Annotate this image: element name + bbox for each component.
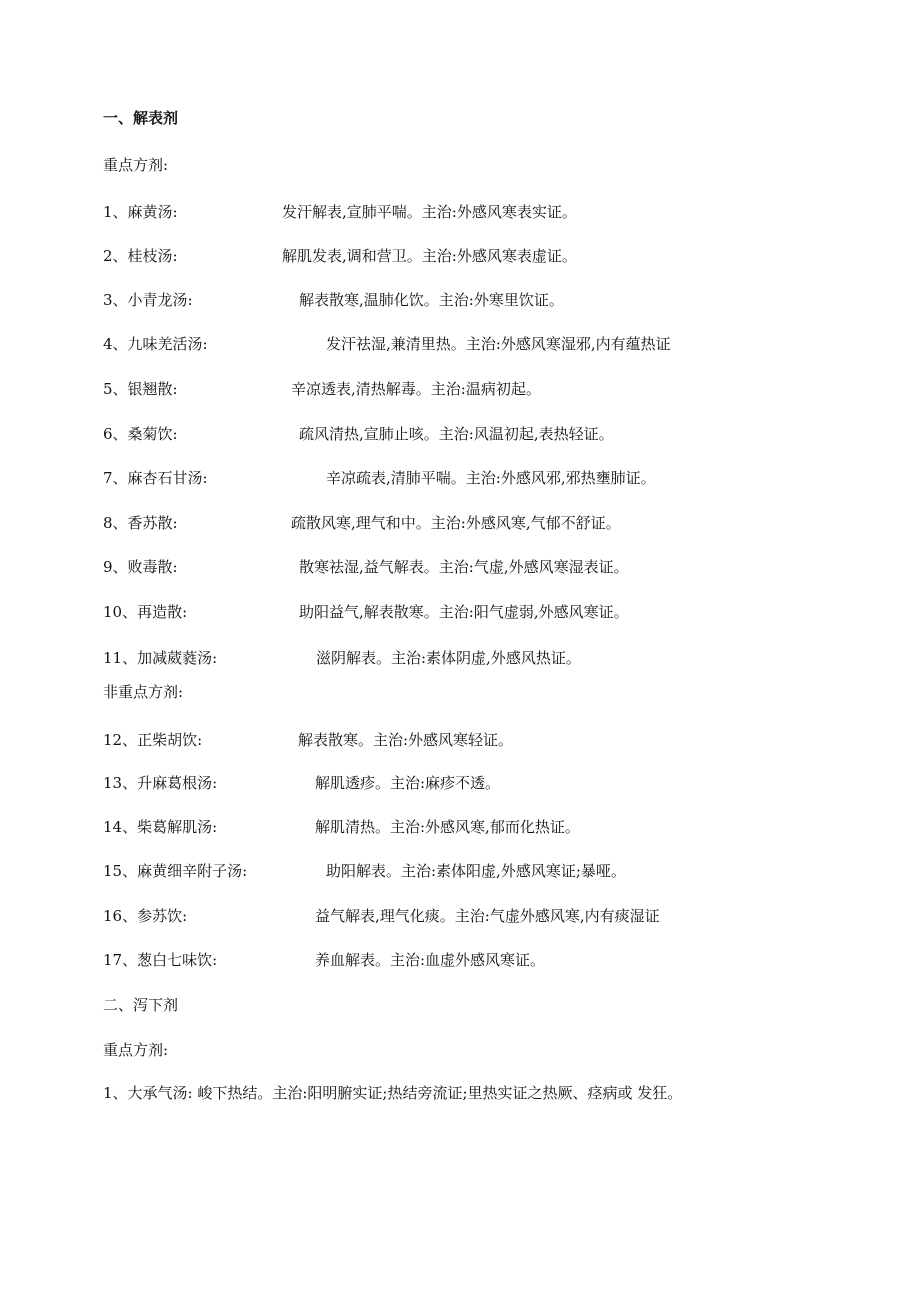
formula-description: 解肌清热。主治:外感风寒,郁而化热证。 xyxy=(315,818,580,836)
formula-description: 疏风清热,宣肺止咳。主治:风温初起,表热轻证。 xyxy=(299,425,614,443)
formula-name: 13、升麻葛根汤: xyxy=(103,774,218,792)
formula-name: 8、香苏散: xyxy=(103,514,178,532)
formula-description: 散寒祛湿,益气解表。主治:气虚,外感风寒湿表证。 xyxy=(299,558,629,576)
section-2-key-label: 重点方剂: xyxy=(103,1041,169,1059)
formula-description: 解肌发表,调和营卫。主治:外感风寒表虚证。 xyxy=(282,247,577,265)
formula-name: 9、败毒散: xyxy=(103,558,178,576)
formula-description: 助阳益气,解表散寒。主治:阳气虚弱,外感风寒证。 xyxy=(299,603,629,621)
formula-description: 益气解表,理气化痰。主治:气虚外感风寒,内有痰湿证 xyxy=(315,907,660,925)
formula-description: 助阳解表。主治:素体阳虚,外感风寒证;暴哑。 xyxy=(326,862,626,880)
formula-description: 解表散寒。主治:外感风寒轻证。 xyxy=(298,731,514,749)
formula-description: 发汗祛湿,兼清里热。主治:外感风寒湿邪,内有蕴热证 xyxy=(326,335,671,353)
formula-name: 16、参苏饮: xyxy=(103,907,188,925)
formula-description: 疏散风寒,理气和中。主治:外感风寒,气郁不舒证。 xyxy=(291,514,621,532)
formula-description: 解表散寒,温肺化饮。主治:外寒里饮证。 xyxy=(299,291,564,309)
formula-name: 14、柴葛解肌汤: xyxy=(103,818,218,836)
formula-entry: 1、大承气汤: 峻下热结。主治:阳明腑实证;热结旁流证;里热实证之热厥、痉病或 发狂。 xyxy=(103,1084,683,1102)
section-2-title: 二、泻下剂 xyxy=(103,996,179,1014)
formula-name: 12、正柴胡饮: xyxy=(103,731,203,749)
formula-description: 滋阴解表。主治:素体阴虚,外感风热证。 xyxy=(316,649,581,667)
formula-name: 15、麻黄细辛附子汤: xyxy=(103,862,248,880)
formula-description: 辛凉透表,清热解毒。主治:温病初起。 xyxy=(291,380,541,398)
formula-name: 5、银翘散: xyxy=(103,380,178,398)
formula-name: 10、再造散: xyxy=(103,603,188,621)
formula-name: 3、小青龙汤: xyxy=(103,291,193,309)
section-1-key-label: 重点方剂: xyxy=(103,156,169,174)
formula-name: 6、桑菊饮: xyxy=(103,425,178,443)
formula-name: 4、九味羌活汤: xyxy=(103,335,208,353)
formula-name: 2、桂枝汤: xyxy=(103,247,178,265)
section-1-title: 一、解表剂 xyxy=(103,109,179,127)
formula-name: 7、麻杏石甘汤: xyxy=(103,469,208,487)
section-1-nonkey-label: 非重点方剂: xyxy=(103,683,184,701)
formula-description: 发汗解表,宣肺平喘。主治:外感风寒表实证。 xyxy=(282,203,577,221)
formula-name: 1、麻黄汤: xyxy=(103,203,178,221)
formula-name: 11、加减葳蕤汤: xyxy=(103,649,218,667)
formula-description: 养血解表。主治:血虚外感风寒证。 xyxy=(315,951,546,969)
formula-description: 辛凉疏表,清肺平喘。主治:外感风邪,邪热壅肺证。 xyxy=(326,469,656,487)
formula-description: 解肌透疹。主治:麻疹不透。 xyxy=(315,774,501,792)
formula-name: 17、葱白七味饮: xyxy=(103,951,218,969)
